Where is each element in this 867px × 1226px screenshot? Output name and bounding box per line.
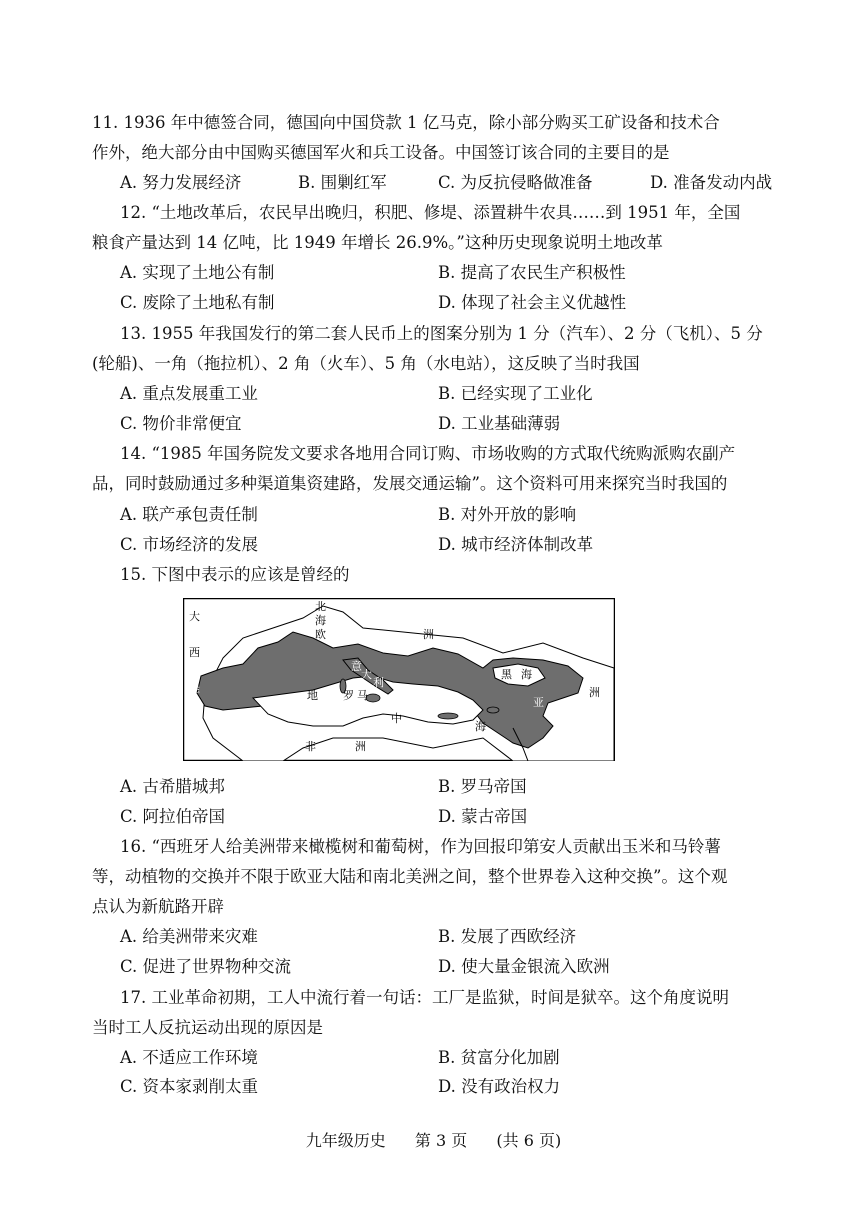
question-12-line-1: 12. “土地改革后，农民早出晚归，积肥、修堤、添置耕牛农具……到 1951 年，全国 <box>120 203 741 222</box>
question-14-option-c[interactable]: C. 市场经济的发展 <box>120 535 259 554</box>
question-13-option-b[interactable]: B. 已经实现了工业化 <box>438 384 593 403</box>
map-label-zhou2: 洲 <box>589 686 600 699</box>
question-15-option-a[interactable]: A. 古希腊城邦 <box>120 777 225 796</box>
map-label-hai3: 海 <box>521 668 532 681</box>
question-13-line-1: 13. 1955 年我国发行的第二套人民币上的图案分别为 1 分（汽车）、2 分（飞机）、5 分 <box>120 324 763 343</box>
map-label-hai: 海 <box>315 614 326 627</box>
page-footer <box>0 1128 867 1151</box>
question-16-option-c[interactable]: C. 促进了世界物种交流 <box>120 957 292 976</box>
map-label-zhou3: 洲 <box>355 740 366 753</box>
question-13-line-2: (轮船)、一角（拖拉机）、2 角（火车）、5 角（水电站），这反映了当时我国 <box>92 354 640 373</box>
question-15-option-d[interactable]: D. 蒙古帝国 <box>438 807 528 826</box>
question-14-option-d[interactable]: D. 城市经济体制改革 <box>438 535 594 554</box>
question-13-option-a[interactable]: A. 重点发展重工业 <box>120 384 258 403</box>
question-14-line-2: 品，同时鼓励通过多种渠道集资建路，发展交通运输”。这个资料可用来探究当时我国的 <box>92 474 728 493</box>
roman-empire-map <box>183 598 615 761</box>
question-11-option-a[interactable]: A. 努力发展经济 <box>120 173 242 192</box>
question-16-line-2: 等，动植物的交换并不限于欧亚大陆和南北美洲之间，整个世界卷入这种交换”。这个观 <box>92 867 728 886</box>
map-label-hai2: 海 <box>475 720 486 733</box>
question-12-option-b[interactable]: B. 提高了农民生产积极性 <box>438 263 626 282</box>
map-island-cyprus <box>487 707 499 713</box>
question-11-option-c[interactable]: C. 为反抗侵略做准备 <box>438 173 593 192</box>
map-label-zhou: 洲 <box>423 628 434 641</box>
question-16-line-1: 16. “西班牙人给美洲带来橄榄树和葡萄树，作为回报印第安人贡献出玉米和马铃薯 <box>120 837 721 856</box>
map-label-ya: 亚 <box>533 696 544 709</box>
question-12-option-c[interactable]: C. 废除了土地私有制 <box>120 293 275 312</box>
map-label-da2: 大 <box>361 668 372 681</box>
map-label-yi: 意 <box>351 660 362 673</box>
question-17-option-a[interactable]: A. 不适应工作环境 <box>120 1048 258 1067</box>
question-16-option-a[interactable]: A. 给美洲带来灾难 <box>120 927 258 946</box>
map-label-ma: 马 <box>357 689 368 702</box>
map-label-xi: 西 <box>189 646 200 659</box>
footer-total-pages: (共 6 页) <box>496 1131 562 1150</box>
question-17-option-d[interactable]: D. 没有政治权力 <box>438 1077 561 1096</box>
question-17-option-c[interactable]: C. 资本家剥削太重 <box>120 1077 259 1096</box>
question-11-line-1: 11. 1936 年中德签合同，德国向中国贷款 1 亿马克，除小部分购买工矿设备和技术合 <box>92 113 720 132</box>
question-13-option-c[interactable]: C. 物价非常便宜 <box>120 414 242 433</box>
footer-subject: 九年级历史 <box>305 1131 386 1150</box>
question-15-option-b[interactable]: B. 罗马帝国 <box>438 777 527 796</box>
question-11-option-b[interactable]: B. 围剿红军 <box>298 173 387 192</box>
question-17-line-2: 当时工人反抗运动出现的原因是 <box>92 1018 323 1037</box>
question-16-line-3: 点认为新航路开辟 <box>92 897 224 916</box>
question-16-option-b[interactable]: B. 发展了西欧经济 <box>438 927 577 946</box>
question-12-option-d[interactable]: D. 体现了社会主义优越性 <box>438 293 627 312</box>
map-label-zhong: 中 <box>391 712 402 725</box>
question-15-option-c[interactable]: C. 阿拉伯帝国 <box>120 807 226 826</box>
map-label-hei: 黑 <box>501 668 512 681</box>
question-15-line-1: 15. 下图中表示的应该是曾经的 <box>120 565 350 584</box>
map-label-ou: 欧 <box>315 628 326 641</box>
question-12-line-2: 粮食产量达到 14 亿吨，比 1949 年增长 26.9%。”这种历史现象说明土地改革 <box>92 233 663 252</box>
question-11-option-d[interactable]: D. 准备发动内战 <box>650 173 773 192</box>
map-label-fei: 非 <box>305 740 316 753</box>
map-label-li: 利 <box>373 676 384 689</box>
question-11-line-2: 作外，绝大部分由中国购买德国军火和兵工设备。中国签订该合同的主要目的是 <box>92 143 670 162</box>
question-13-option-d[interactable]: D. 工业基础薄弱 <box>438 414 561 433</box>
map-label-luo: 罗 <box>343 689 354 702</box>
footer-page-number: 第 3 页 <box>414 1131 468 1150</box>
question-17-option-b[interactable]: B. 贫富分化加剧 <box>438 1048 560 1067</box>
question-14-option-a[interactable]: A. 联产承包责任制 <box>120 505 258 524</box>
question-16-option-d[interactable]: D. 使大量金银流入欧洲 <box>438 957 610 976</box>
question-14-line-1: 14. “1985 年国务院发文要求各地用合同订购、市场收购的方式取代统购派购农副产 <box>120 444 736 463</box>
map-island-crete <box>438 713 458 719</box>
map-label-bei: 北 <box>315 600 326 613</box>
question-14-option-b[interactable]: B. 对外开放的影响 <box>438 505 577 524</box>
question-17-line-1: 17. 工业革命初期，工人中流行着一句话：工厂是监狱，时间是狱卒。这个角度说明 <box>120 988 729 1007</box>
map-island-sicily <box>366 694 380 702</box>
map-label-da: 大 <box>189 610 200 623</box>
map-label-yang: 洋 <box>189 684 200 697</box>
question-12-option-a[interactable]: A. 实现了土地公有制 <box>120 263 275 282</box>
map-label-di: 地 <box>307 689 318 702</box>
